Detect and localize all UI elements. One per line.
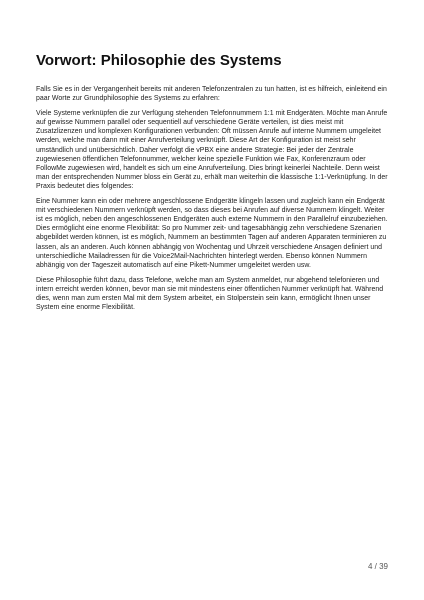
page-number: 4 / 39 bbox=[367, 562, 388, 571]
paragraph-numbers: Eine Nummer kann ein oder mehrere angeschlossene Endgeräte klingeln lassen und zugleich kann ein Endgerät mit verschiedenen Nummern verknüpft werden, so dass dieses bei Anrufen auf diverse Nummern klingelt. Weiter ist es möglich, neben den angeschlossenen Endgeräten auch externe Nummern in den Parallelruf einzubeziehen. Dies ermöglicht eine enorme Flexibilität: So pro Nummer zeit- und tagesabhängig zehn verschiedene Szenarien abgebildet werden können, ist es möglich, Nummern an bestimmten Tagen auf anderen Apparaten terminieren zu lassen, als an anderen. Auch können abhängig von Wochentag und Uhrzeit verschiedene Ansagen definiert und unterschiedliche Mailadressen für die Voice2Mail-Nachrichten hinterlegt werden. Ebenso können Nummern abhängig von der Tageszeit automatisch auf eine Pikett-Nummer umgeleitet werden usw. bbox=[36, 198, 388, 269]
page-title: Vorwort: Philosophie des Systems bbox=[36, 52, 282, 69]
document-body bbox=[36, 85, 390, 318]
paragraph-philosophy: Diese Philosophie führt dazu, dass Telefone, welche man am System anmeldet, nur abgehend telefonieren und intern erreicht werden können, bevor man sie mit mindestens einer öffentlichen Nummer verknüpft hat. Während dies, wenn man zum ersten Mal mit dem System arbeitet, ein Stolperstein sein kann, ermöglicht Ihnen unser System eine enorme Flexibilität. bbox=[36, 276, 384, 312]
paragraph-systems: Viele Systeme verknüpfen die zur Verfügung stehenden Telefonnummern 1:1 mit Endgeräten. Möchte man Anrufe auf gewisse Nummern parallel oder sequentiell auf verschiedene Geräte verteilen, ist dies meist mit Zusatzlizenzen und komplexen Konfigurationen verbunden: Oft müssen Anrufe auf interne Nummern umgeleitet werden, welche man dann mit einer Anrufverteilung verknüpft. Diese Art der Konfiguration ist meist sehr umständlich und unübersichtlich. Daher verfolgt die vPBX eine andere Strategie: Bei jeder der Zentrale zugewiesenen öffentlichen Telefonnummer, welcher keine spezielle Funktion wie Fax, Konferenzraum oder FollowMe zugewiesen wird, handelt es sich um eine Anrufverteilung. Dies bringt keinerlei Nachteile. Denn weist man der entsprechenden Nummer bloss ein Gerät zu, erhält man weiterhin die klassische 1:1-Verknüpfung. In der Praxis bedeutet dies folgendes: bbox=[36, 110, 388, 190]
paragraph-intro: Falls Sie es in der Vergangenheit bereits mit anderen Telefonzentralen zu tun hatten, ist es hilfreich, einleitend ein paar Worte zur Grundphilosophie des Systems zu erfahren: bbox=[36, 86, 387, 103]
